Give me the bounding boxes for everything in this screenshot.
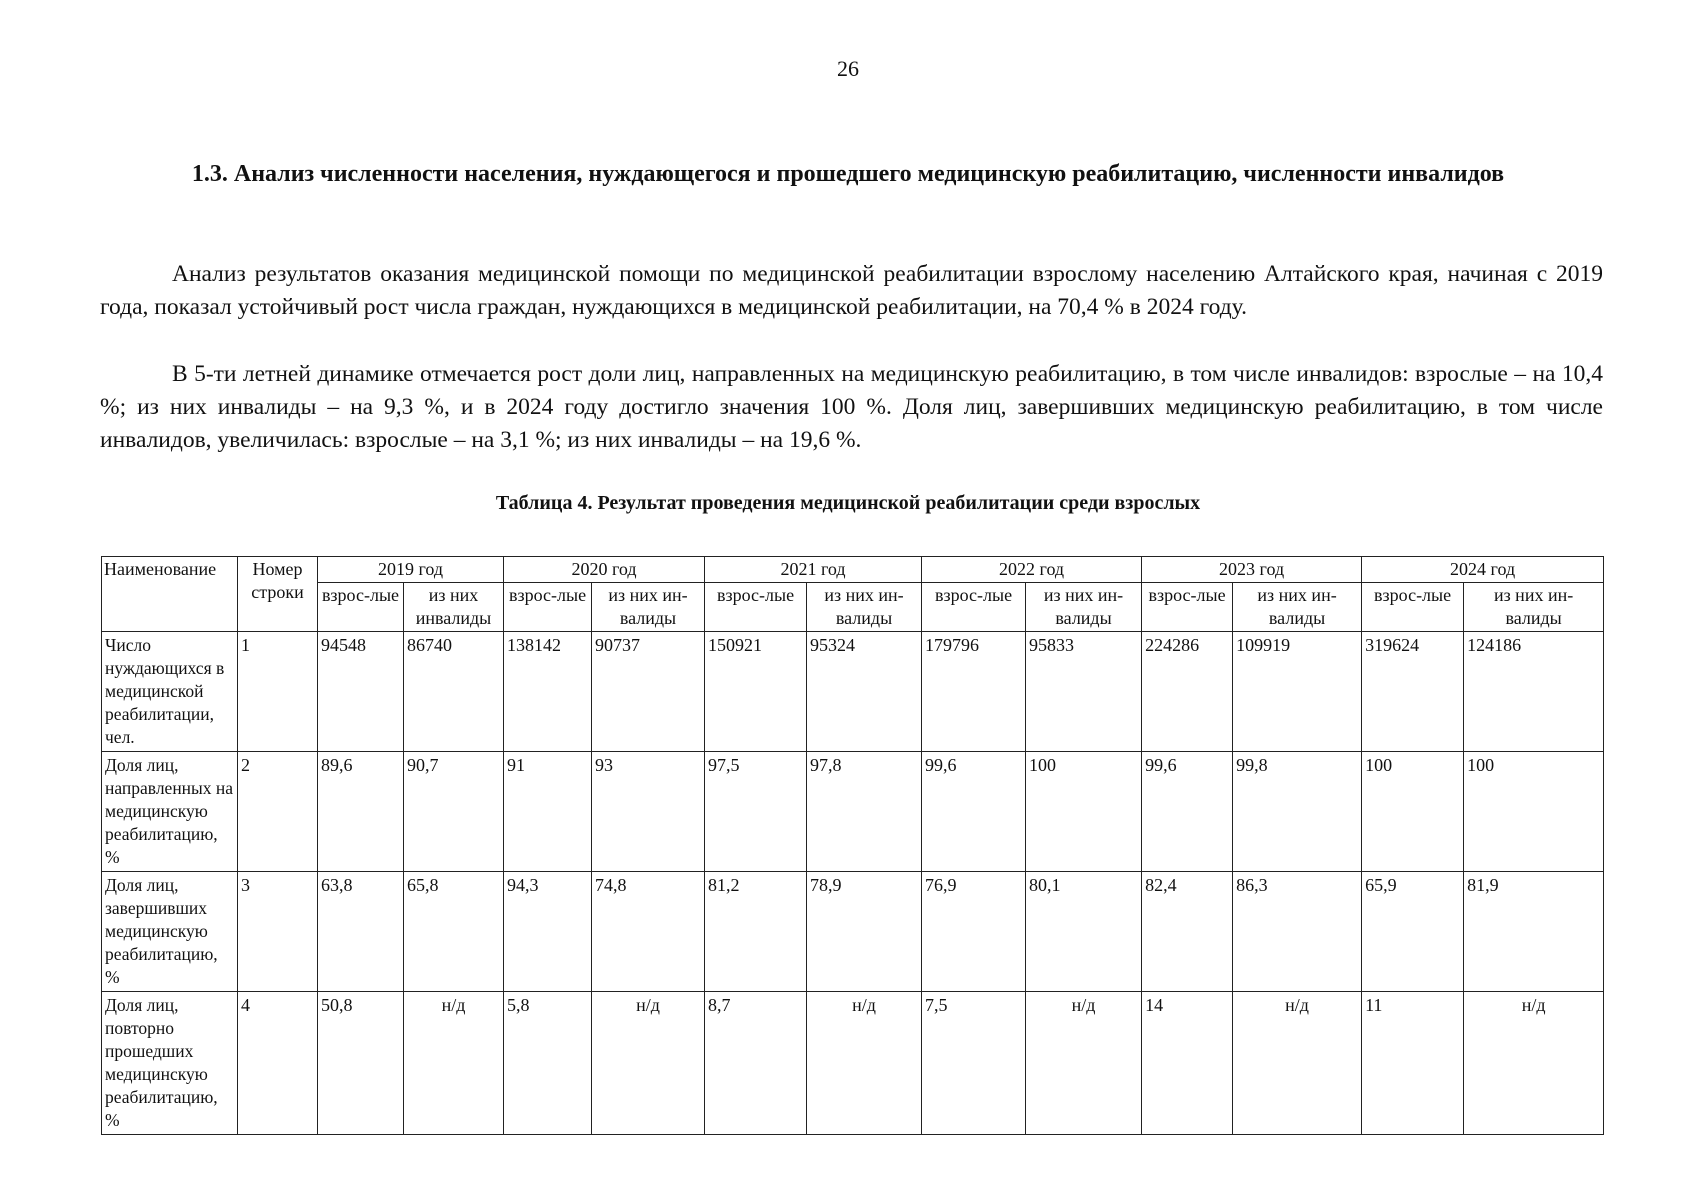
table-cell: н/д	[404, 992, 504, 1135]
table-cell: 74,8	[592, 872, 705, 992]
table-caption: Таблица 4. Результат проведения медицинской реабилитации среди взрослых	[495, 492, 1201, 514]
table-cell: н/д	[1026, 992, 1142, 1135]
table-cell: 179796	[922, 632, 1026, 752]
table-cell: н/д	[592, 992, 705, 1135]
table-cell: 224286	[1142, 632, 1233, 752]
table-cell: н/д	[807, 992, 922, 1135]
table-cell: 50,8	[318, 992, 404, 1135]
row-name: Доля лиц, направленных на медицинскую реабилитацию, %	[102, 752, 238, 872]
row-name: Доля лиц, завершивших медицинскую реабилитацию, %	[102, 872, 238, 992]
subheader-disabled: из них ин-валиды	[807, 583, 922, 632]
table-cell: 63,8	[318, 872, 404, 992]
table-cell: 82,4	[1142, 872, 1233, 992]
table-cell: 65,9	[1362, 872, 1464, 992]
subheader-adults: взрос-лые	[705, 583, 807, 632]
table-cell: 11	[1362, 992, 1464, 1135]
table-cell: 94,3	[504, 872, 592, 992]
table-cell: 97,5	[705, 752, 807, 872]
table-cell: 97,8	[807, 752, 922, 872]
table-cell: 89,6	[318, 752, 404, 872]
subheader-adults: взрос-лые	[1362, 583, 1464, 632]
table-cell: 109919	[1233, 632, 1362, 752]
header-year: 2022 год	[922, 557, 1142, 583]
table-cell: 90737	[592, 632, 705, 752]
table-cell: 80,1	[1026, 872, 1142, 992]
subheader-disabled: из них ин-валиды	[592, 583, 705, 632]
table-cell: 94548	[318, 632, 404, 752]
table-cell: 86740	[404, 632, 504, 752]
table-cell: 81,2	[705, 872, 807, 992]
table-cell: 95324	[807, 632, 922, 752]
table-cell: 100	[1362, 752, 1464, 872]
rehabilitation-results-table	[101, 556, 1604, 1135]
table-cell: 319624	[1362, 632, 1464, 752]
table-row	[102, 752, 1604, 872]
table-cell: 90,7	[404, 752, 504, 872]
table-header-row-years	[102, 557, 1604, 583]
table-cell: 138142	[504, 632, 592, 752]
header-year: 2019 год	[318, 557, 504, 583]
subheader-disabled: из них инвалиды	[404, 583, 504, 632]
table-cell: 14	[1142, 992, 1233, 1135]
subheader-disabled: из них ин-валиды	[1026, 583, 1142, 632]
subheader-adults: взрос-лые	[1142, 583, 1233, 632]
header-year: 2024 год	[1362, 557, 1604, 583]
table-cell: 81,9	[1464, 872, 1604, 992]
table-cell: 76,9	[922, 872, 1026, 992]
table-row	[102, 992, 1604, 1135]
row-number: 4	[238, 992, 318, 1135]
header-year: 2023 год	[1142, 557, 1362, 583]
row-name: Число нуждающихся в медицинской реабилитации, чел.	[102, 632, 238, 752]
header-year: 2020 год	[504, 557, 705, 583]
paragraph-1: Анализ результатов оказания медицинской помощи по медицинской реабилитации взрослому населению Алтайского края, начиная с 2019 года, показал устойчивый рост числа граждан, нуждающихся в медицинской реабилитации, на 70,4 % в 2024 году.	[100, 261, 1603, 320]
table-cell: н/д	[1233, 992, 1362, 1135]
header-name: Наименование	[102, 557, 238, 632]
row-number: 3	[238, 872, 318, 992]
table-row	[102, 872, 1604, 992]
table-cell: 99,6	[1142, 752, 1233, 872]
row-number: 2	[238, 752, 318, 872]
table-header-row-subheaders	[102, 583, 1604, 632]
subheader-adults: взрос-лые	[922, 583, 1026, 632]
header-year: 2021 год	[705, 557, 922, 583]
table-cell: 78,9	[807, 872, 922, 992]
table-cell: 5,8	[504, 992, 592, 1135]
table-cell: н/д	[1464, 992, 1604, 1135]
table-cell: 99,8	[1233, 752, 1362, 872]
table-row	[102, 632, 1604, 752]
header-row-number: Номер строки	[238, 557, 318, 632]
table-cell: 100	[1026, 752, 1142, 872]
table-cell: 99,6	[922, 752, 1026, 872]
table-cell: 65,8	[404, 872, 504, 992]
paragraph-2: В 5-ти летней динамике отмечается рост доли лиц, направленных на медицинскую реабилитацию, в том числе инвалидов: взрослые – на 10,4 %; из них инвалиды – на 9,3 %, и в 2024 году достигло значения 100 %. Доля лиц, завершивших медицинскую реабилитацию, в том числе инвалидов, увеличилась: взрослые – на 3,1 %; из них инвалиды – на 19,6 %.	[100, 361, 1603, 453]
table-cell: 124186	[1464, 632, 1604, 752]
subheader-disabled: из них ин-валиды	[1233, 583, 1362, 632]
table-cell: 8,7	[705, 992, 807, 1135]
table-cell: 100	[1464, 752, 1604, 872]
section-title: 1.3. Анализ численности населения, нуждающегося и прошедшего медицинскую реабилитацию, численности инвалидов	[191, 161, 1505, 187]
table-cell: 91	[504, 752, 592, 872]
row-name: Доля лиц, повторно прошедших медицинскую реабилитацию, %	[102, 992, 238, 1135]
table-cell: 86,3	[1233, 872, 1362, 992]
row-number: 1	[238, 632, 318, 752]
table-cell: 7,5	[922, 992, 1026, 1135]
table-cell: 93	[592, 752, 705, 872]
subheader-adults: взрос-лые	[318, 583, 404, 632]
page-number: 26	[837, 56, 859, 81]
table-cell: 95833	[1026, 632, 1142, 752]
subheader-disabled: из них ин-валиды	[1464, 583, 1604, 632]
table-cell: 150921	[705, 632, 807, 752]
subheader-adults: взрос-лые	[504, 583, 592, 632]
